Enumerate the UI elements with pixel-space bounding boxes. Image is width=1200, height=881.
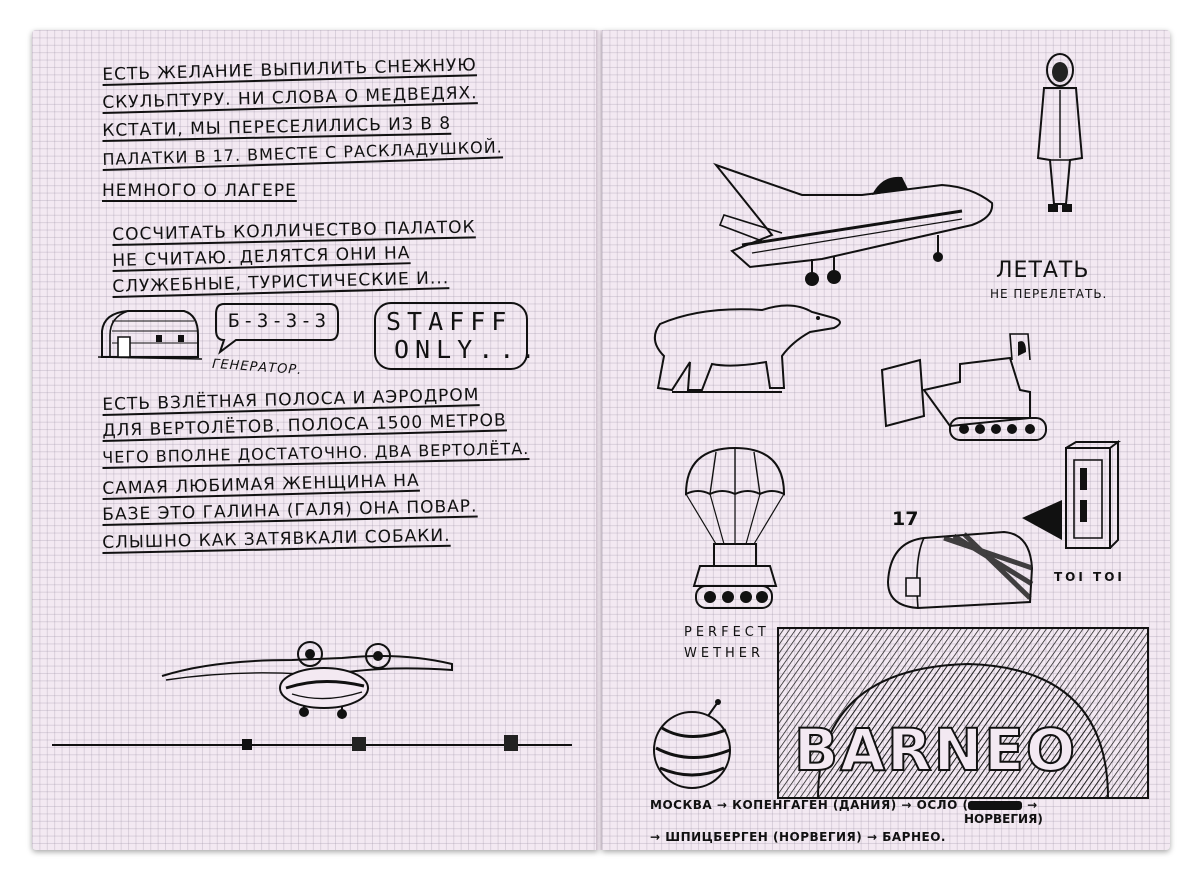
route-line-1 (650, 798, 1038, 812)
hangar-sketch (94, 305, 204, 367)
right-page (602, 30, 1170, 850)
fly-subtitle: НЕ ПЕРЕЛЕТАТЬ. (990, 287, 1108, 301)
arrow-icon: → (1027, 798, 1038, 812)
text-line: СКУЛЬПТУРУ. НИ СЛОВА О МЕДВЕДЯХ. (102, 83, 478, 113)
route-spitsbergen: ШПИЦБЕРГЕН (НОРВЕГИЯ) (665, 830, 863, 844)
tent-number: 17 (892, 508, 919, 530)
polar-bear-sketch (642, 292, 852, 402)
arrow-icon: → (901, 798, 912, 812)
text-line: СЛЫШНО КАК ЗАТЯВКАЛИ СОБАКИ. (102, 525, 451, 553)
route-barneo: БАРНЕО. (882, 830, 946, 844)
staff-sign-line2: ONLY... (394, 335, 542, 364)
fly-title: ЛЕТАТЬ (996, 258, 1090, 283)
route-oslo: ОСЛО ( (916, 798, 969, 812)
weather-line1: PERFECT (684, 625, 770, 640)
bulldozer-sketch (880, 330, 1060, 450)
toilet-label: TOI TOI (1054, 570, 1125, 584)
text-line: САМАЯ ЛЮБИМАЯ ЖЕНЩИНА НА (102, 470, 420, 499)
runway-line (52, 735, 572, 755)
toilet-cabin-sketch (1018, 440, 1128, 558)
section-heading: НЕМНОГО О ЛАГЕРЕ (102, 181, 297, 201)
text-line: ЕСТЬ ЖЕЛАНИЕ ВЫПИЛИТЬ СНЕЖНУЮ (102, 55, 477, 85)
generator-label: ГЕНЕРАТОР. (211, 356, 303, 379)
arrow-icon: → (866, 830, 878, 844)
scribble-mark (968, 801, 1022, 810)
staff-sign-line1: STAFFF (386, 307, 513, 336)
text-line: СЛУЖЕБНЫЕ, ТУРИСТИЧЕСКИЕ И... (112, 268, 450, 297)
aircraft-sketch (152, 630, 472, 730)
text-line: ДЛЯ ВЕРТОЛЁТОВ. ПОЛОСА 1500 МЕТРОВ (102, 410, 507, 441)
man-in-snowsuit-sketch (1030, 48, 1090, 218)
text-line: СОСЧИТАТЬ КОЛЛИЧЕСТВО ПАЛАТОК (112, 217, 476, 245)
left-page (32, 30, 598, 850)
route-copenhagen: КОПЕНГАГЕН (ДАНИЯ) (732, 798, 897, 812)
generator-code: Б-3-3-3 (228, 310, 330, 332)
route-moscow: МОСКВА (650, 798, 713, 812)
striped-ball-sketch (648, 696, 738, 792)
arrow-icon: → (716, 798, 728, 812)
barneo-lettering: BARNEO (794, 716, 1078, 784)
text-line: ПАЛАТКИ В 17. ВМЕСТЕ С РАСКЛАДУШКОЙ. (102, 137, 504, 169)
tent-17-sketch (884, 528, 1034, 612)
weather-line2: WETHER (684, 646, 765, 661)
text-line: НЕ СЧИТАЮ. ДЕЛЯТСЯ ОНИ НА (112, 243, 411, 271)
parachute-sketch (680, 444, 790, 616)
airplane-sketch (702, 155, 1002, 295)
text-line: БАЗЕ ЭТО ГАЛИНА (ГАЛЯ) ОНА ПОВАР. (102, 496, 478, 525)
text-line: ЕСТЬ ВЗЛЁТНАЯ ПОЛОСА И АЭРОДРОМ (102, 385, 480, 415)
route-norway: НОРВЕГИЯ) (964, 812, 1043, 826)
text-line: ЧЕГО ВПОЛНЕ ДОСТАТОЧНО. ДВА ВЕРТОЛЁТА. (102, 439, 530, 467)
route-line-2 (650, 830, 946, 844)
text-line: КСТАТИ, МЫ ПЕРЕСЕЛИЛИСЬ ИЗ В 8 (102, 113, 452, 141)
arrow-icon: → (650, 830, 661, 844)
